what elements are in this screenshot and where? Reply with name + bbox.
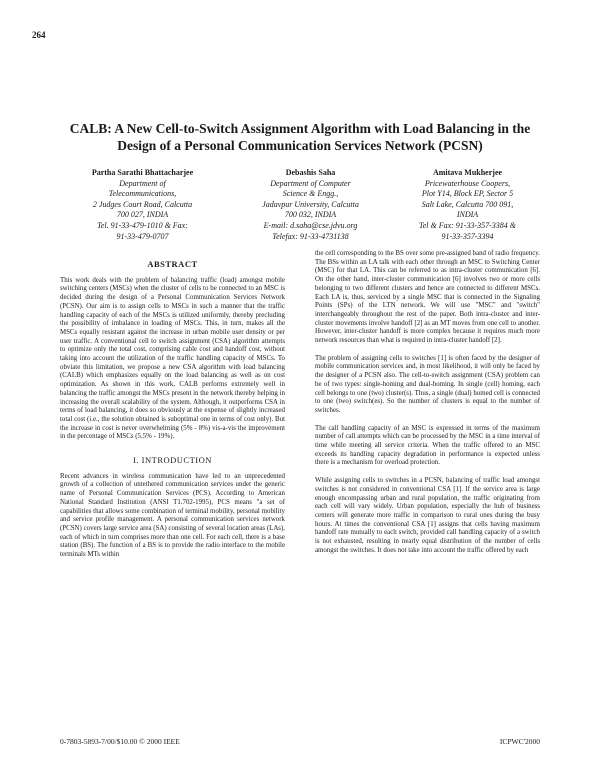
conference-footer: ICPWC'2000 bbox=[499, 737, 540, 746]
author-affiliation-line: 91-33-479-0707 bbox=[116, 231, 169, 241]
author-affiliation-line: Jadavpur University, Calcutta bbox=[262, 199, 359, 209]
introduction-text: Recent advances in wireless communication have led to an unprecedented growth of a collection of untethered communication services under the generic name of Personal Communication Services (PCS). According to American National Standard Institution (ANSI T1.702-1995), PCS means "a set of capabilities that allows some combination of terminal mobility, personal mobility and service profile management. A personal communication services network (PCSN) covers large service area (SA) consisting of several location areas (LAs), each of which in turn comprises more than one cell. For each cell, there is a base station (BS). The function of a BS is to provide the radio interface to the mobile terminals MTs within bbox=[60, 472, 285, 559]
author-affiliation-line: Department of Computer bbox=[270, 178, 351, 188]
author-affiliation-line: Plot Y14, Block EP, Sector 5 bbox=[421, 189, 514, 199]
author-affiliation-line: 91-33-357-3394 bbox=[441, 231, 494, 241]
body-paragraph: the cell corresponding to the BS over some pre-assigned band of radio frequency. The BSs within an LA talk with each other through an MSC to Switching Center (MSC) for that LA. This can be referred to as intra-cluster communication [6]. On the other hand, inter-cluster communication [6] involves two or more cells belonging to two different clusters and hence are connected to different MSCs. Each LA is, thus, serviced by a single MSC that is connected in the Signaling Points (SPs) of the LTN network. We will use "MSC" and "switch" interchangeably throughout the rest of the paper. Both intra-cluster and inter-cluster movements involve handoff [2] as an MT moves from one cell to another. However, inter-cluster handoff is more complex because it requires much more network resources than what is required in intra-cluster handoff [2]. bbox=[315, 250, 540, 345]
author-affiliation-line: 2 Judges Court Road, Calcutta bbox=[92, 199, 193, 209]
introduction-heading: I. INTRODUCTION bbox=[133, 455, 212, 466]
author-affiliation-line: 700 032, INDIA bbox=[284, 210, 337, 220]
body-paragraph: While assigning cells to switches in a PCSN, balancing of traffic load amongst switches is not considered in conventional CSA [1]. If the service area is large enough encompassing urban and rural population, the traffic originating from each cell will vary widely. Urban population, especially the hub of business centers will generate more traffic in comparison to rural ones during the busy hours. At times the conventional CSA [1] assigns that cells having maximum handoff rate mutually to each switch, provided call handling capacity of a switch is not exhausted, resulting in nearly equal distribution of the number of cells amongst the switches. It does not take into account the traffic offered by each bbox=[315, 477, 540, 554]
author-2 bbox=[228, 168, 393, 242]
author-name: Amitava Mukherjee bbox=[432, 168, 503, 177]
author-affiliation-line: E-mail: d.saha@cse.jdvu.org bbox=[263, 220, 358, 230]
author-affiliation-line: Salt Lake, Calcutta 700 091, bbox=[421, 199, 514, 209]
author-3 bbox=[385, 168, 550, 242]
author-name: Partha Sarathi Bhattacharjee bbox=[91, 168, 194, 177]
author-affiliation-line: Tel. 91-33-479-1010 & Fax: bbox=[97, 220, 188, 230]
author-affiliation-line: 700 027, INDIA bbox=[116, 210, 169, 220]
left-column bbox=[60, 260, 285, 568]
author-1 bbox=[60, 168, 225, 242]
body-paragraph: The problem of assigning cells to switches [1] is often faced by the designer of mobile communication services and, in most likelihood, it will only be faced by the designer of a PCSN also. The cell-to-switch assignment (CSA) problem can be of two types: single-homing and dual-homing. In single (cell) homing, each cell belongs to one (two) cluster(s). Thus, a single (dual) homed cell is connected to one (two) switch(es). So the number of clusters is equal to the number of switches. bbox=[315, 354, 540, 414]
author-affiliation-line: Telefax: 91-33-4731138 bbox=[272, 231, 349, 241]
author-name: Debashis Saha bbox=[285, 168, 336, 177]
abstract-heading: ABSTRACT bbox=[147, 259, 198, 269]
author-affiliation-line: INDIA bbox=[456, 210, 479, 220]
paper-title: CALB: A New Cell-to-Switch Assignment Algorithm with Load Balancing in the Design of a Personal Communication Services Network (PCSN) bbox=[69, 121, 531, 153]
abstract-text: This work deals with the problem of balancing traffic (load) amongst mobile switching centers (MSCs) when the cluster of cells to be connected to an MSC is decided during the design of a Personal Communication Services Network (PCSN). Our aim is to assign cells to MSCs in such a manner that the traffic handling capacity of each of the MSCs is utilized uniformly, thereby precluding the possibility of imbalance in loading of MSCs. This, in turn, makes all the MSCs equally resistant against the increase in urban mobile user density or per user traffic. A conventional cell to switch assignment (CSA) algorithm attempts to optimize only the total cost, comprising cable cost and handoff cost, without taking into account the utilization of the traffic handling capacity of MSCs. To obviate this limitation, we propose a new CSA algorithm with load balancing (CALB) which emphasizes equally on the load balancing as well as on cost optimization. As shown in this work, CALB performs extremely well in balancing the traffic amongst the MSCs present in the network thereby helping in increasing the overall scalability of the system. Although, it outperforms CSA in terms of load balancing, it does so obviously at the expense of slightly increased total cost (i.e., the solution obtained is suboptimal one in terms of cost only). But the increase in cost is never overwhelming (5% - 8%) vis-a-vis the improvement in the percentage of MSCs (5.5% - 19%). bbox=[60, 276, 285, 441]
page-number: 264 bbox=[32, 30, 46, 40]
author-affiliation-line: Pricewaterhouse Coopers, bbox=[424, 178, 511, 188]
author-affiliation-line: Science & Engg., bbox=[282, 189, 339, 199]
author-affiliation-line: Department of bbox=[119, 178, 166, 188]
right-column bbox=[315, 250, 540, 565]
author-affiliation-line: Tel & Fax: 91-33-357-3384 & bbox=[418, 220, 517, 230]
body-paragraph: The call handling capacity of an MSC is expressed in terms of the maximum number of call attempts which can be processed by the MSC in a time interval of time while meeting all service criteria. When the traffic offered to an MSC exceeds its handling capacity degradation in performance is expected unless there is a mechanism for overload protection. bbox=[315, 424, 540, 467]
author-affiliation-line: Telecommunications, bbox=[108, 189, 177, 199]
copyright-footer: 0-7803-5893-7/00/$10.00 © 2000 IEEE bbox=[60, 737, 180, 746]
